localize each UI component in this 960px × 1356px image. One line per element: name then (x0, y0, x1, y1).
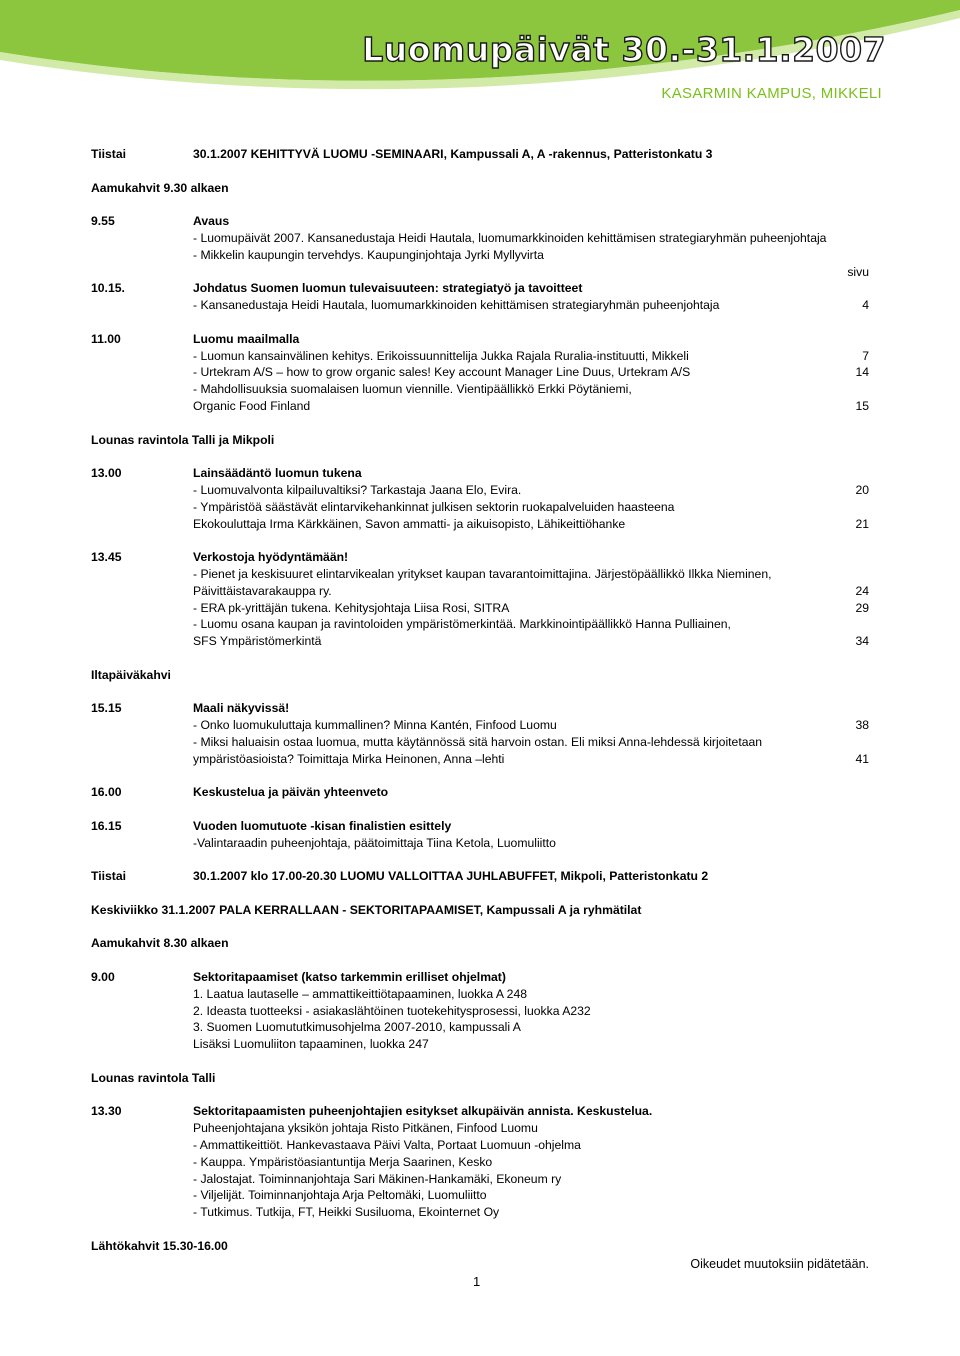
spacer (91, 532, 869, 549)
session-title: Maali näkyvissä! (193, 701, 290, 716)
session-title: Keskustelua ja päivän yhteenveto (193, 785, 389, 800)
session-detail: ympäristöasioista? Toimittaja Mirka Heinonen, Anna –lehti (193, 751, 505, 766)
program-row (91, 213, 869, 230)
time-label: 13.45 (91, 550, 122, 565)
session-detail: - Miksi haluaisin ostaa luomua, mutta käytännössä sitä harvoin ostan. Eli miksi Anna-lehdessä kirjoitetaan (193, 734, 763, 749)
program-row (91, 549, 869, 566)
session-detail: - Mahdollisuuksia suomalaisen luomun viennille. Vientipäällikkö Erkki Pöytäniemi, (193, 382, 632, 397)
section-heading: Lähtökahvit 15.30-16.00 (91, 1238, 228, 1253)
spacer (91, 415, 869, 432)
program-row (91, 230, 869, 247)
time-label: 10.15. (91, 281, 125, 296)
program-row (91, 1154, 869, 1171)
session-detail: - Luomu osana kaupan ja ravintoloiden ympäristömerkintää. Markkinointipäällikkö Hanna Pulliainen, (193, 617, 731, 632)
time-label: 9.00 (91, 970, 115, 985)
program-row (91, 734, 869, 751)
section-heading: Aamukahvit 8.30 alkaen (91, 936, 229, 951)
program-row (91, 835, 869, 852)
spacer (91, 1221, 869, 1238)
section-heading: Lounas ravintola Talli ja Mikpoli (91, 432, 275, 447)
spacer (91, 163, 869, 180)
event-location: KASARMIN KAMPUS, MIKKELI (661, 85, 882, 102)
time-label: 11.00 (91, 331, 121, 346)
program-row (91, 331, 869, 348)
program-row (91, 868, 869, 885)
program-row (91, 516, 869, 533)
session-title: 30.1.2007 KEHITTYVÄ LUOMU -SEMINAARI, Kampussali A, A -rakennus, Patteristonkatu 3 (193, 147, 713, 161)
page-reference: 7 (862, 348, 869, 363)
program-row (91, 969, 869, 986)
session-title: Sektoritapaamisten puheenjohtajien esitykset alkupäivän annista. Keskustelua. (193, 1104, 653, 1119)
program-row (91, 784, 869, 801)
program-row (91, 381, 869, 398)
session-title: Johdatus Suomen luomun tulevaisuuteen: strategiatyö ja tavoitteet (193, 281, 583, 296)
session-detail: Lisäksi Luomuliiton tapaaminen, luokka 247 (193, 1037, 429, 1052)
section-heading: Lounas ravintola Talli (91, 1070, 216, 1085)
session-detail: - Tutkimus. Tutkija, FT, Heikki Susiluoma, Ekointernet Oy (193, 1205, 500, 1220)
spacer (91, 851, 869, 868)
session-detail: - Luomupäivät 2007. Kansanedustaja Heidi Hautala, luomumarkkinoiden kehittämisen strategiaryhmän puheenjohtaja (193, 230, 827, 245)
session-detail: Ekokouluttaja Irma Kärkkäinen, Savon ammatti- ja aikuisopisto, Lähikeittiöhanke (193, 516, 626, 531)
program-row (91, 247, 869, 264)
session-detail: - ERA pk-yrittäjän tukena. Kehitysjohtaja Liisa Rosi, SITRA (193, 600, 510, 615)
program-row (91, 935, 869, 952)
session-title: Vuoden luomutuote -kisan finalistien esittely (193, 818, 452, 833)
page-reference: 4 (862, 298, 869, 313)
spacer (91, 885, 869, 902)
program-row (91, 616, 869, 633)
program-row (91, 717, 869, 734)
program-row (91, 297, 869, 314)
program-row (91, 1019, 869, 1036)
session-detail: - Viljelijät. Toiminnanjohtaja Arja Peltomäki, Luomuliitto (193, 1188, 487, 1203)
session-detail: - Luomuvalvonta kilpailuvaltiksi? Tarkastaja Jaana Elo, Evira. (193, 482, 522, 497)
time-label: 15.15 (91, 701, 122, 716)
time-label: 13.30 (91, 1104, 122, 1119)
page-reference: 24 (855, 583, 869, 598)
section-heading: Iltapäiväkahvi (91, 667, 171, 682)
page-reference: 29 (855, 600, 869, 615)
program-row (91, 1137, 869, 1154)
program-row (91, 633, 869, 650)
program-row (91, 280, 869, 297)
page-reference: 21 (855, 516, 869, 531)
spacer (91, 1053, 869, 1070)
session-detail: - Ympäristöä säästävät elintarvikehankinnat julkisen sektorin ruokapalveluiden haasteena (193, 499, 675, 514)
program-row (91, 1120, 869, 1137)
program-row (91, 700, 869, 717)
program-row (91, 600, 869, 617)
session-detail: - Kauppa. Ympäristöasiantuntija Merja Saarinen, Kesko (193, 1154, 493, 1169)
program-row (91, 986, 869, 1003)
session-detail: SFS Ympäristömerkintä (193, 634, 322, 649)
program-row (91, 1171, 869, 1188)
session-detail: - Kansanedustaja Heidi Hautala, luomumarkkinoiden kehittämisen strategiaryhmän puheenjohtaja (193, 298, 720, 313)
session-title: Avaus (193, 214, 230, 229)
program-row (91, 1003, 869, 1020)
program-row (91, 180, 869, 197)
page-reference: sivu (847, 264, 869, 279)
session-detail: - Luomun kansainvälinen kehitys. Erikoissuunnittelija Jukka Rajala Ruralia-instituutti, Mikkeli (193, 348, 689, 363)
session-detail: - Jalostajat. Toiminnanjohtaja Sari Mäkinen-Hankamäki, Ekoneum ry (193, 1171, 562, 1186)
program-row (91, 1204, 869, 1221)
time-label: 9.55 (91, 214, 115, 229)
spacer (91, 314, 869, 331)
disclaimer: Oikeudet muutoksiin pidätetään. (690, 1257, 869, 1271)
program-row (91, 348, 869, 365)
session-detail: 1. Laatua lautaselle – ammattikeittiötapaaminen, luokka A 248 (193, 986, 528, 1001)
time-label: Tiistai (91, 869, 126, 884)
session-detail: - Onko luomukuluttaja kummallinen? Minna Kantén, Finfood Luomu (193, 718, 557, 733)
spacer (91, 919, 869, 936)
program-row (91, 482, 869, 499)
session-detail: 3. Suomen Luomututkimusohjelma 2007-2010, kampussali A (193, 1020, 521, 1035)
program-row (91, 667, 869, 684)
program-row (91, 1070, 869, 1087)
time-label: 13.00 (91, 466, 122, 481)
page-reference: 38 (855, 718, 869, 733)
session-title: Luomu maailmalla (193, 331, 300, 346)
program-row (91, 398, 869, 415)
program-row (91, 1103, 869, 1120)
program-row (91, 1187, 869, 1204)
section-heading: Aamukahvit 9.30 alkaen (91, 180, 229, 195)
time-label: 16.15 (91, 818, 122, 833)
session-detail: - Mikkelin kaupungin tervehdys. Kaupunginjohtaja Jyrki Myllyvirta (193, 247, 544, 262)
spacer (91, 650, 869, 667)
session-detail: - Pienet ja keskisuuret elintarvikealan yritykset kaupan tavarantoimittajina. Järjestöpäällikkö Ilkka Nieminen, (193, 566, 772, 581)
program-row (91, 364, 869, 381)
session-detail: - Ammattikeittiöt. Hankevastaava Päivi Valta, Portaat Luomuun -ohjelma (193, 1138, 581, 1153)
spacer (91, 801, 869, 818)
session-title: Verkostoja hyödyntämään! (193, 550, 349, 565)
page-number: 1 (473, 1274, 481, 1289)
page-reference: 41 (855, 751, 869, 766)
program-row (91, 566, 869, 583)
program-row (91, 751, 869, 768)
session-detail: -Valintaraadin puheenjohtaja, päätoimittaja Tiina Ketola, Luomuliitto (193, 835, 556, 850)
program-row (91, 1238, 869, 1255)
program-row (91, 499, 869, 516)
spacer (91, 767, 869, 784)
program-row (91, 1036, 869, 1053)
session-title: Lainsäädäntö luomun tukena (193, 466, 362, 481)
section-heading: Keskiviikko 31.1.2007 PALA KERRALLAAN - SEKTORITAPAAMISET, Kampussali A ja ryhmätilat (91, 902, 642, 917)
program-row (91, 264, 869, 281)
program-schedule (91, 146, 869, 1255)
program-row (91, 902, 869, 919)
spacer (91, 196, 869, 213)
session-detail: Puheenjohtajana yksikön johtaja Risto Pitkänen, Finfood Luomu (193, 1121, 538, 1136)
event-title: Luomupäivät 30.-31.1.2007 (362, 30, 886, 69)
page-reference: 15 (855, 398, 869, 413)
session-title: 30.1.2007 klo 17.00-20.30 LUOMU VALLOITTAA JUHLABUFFET, Mikpoli, Patteristonkatu 2 (193, 869, 709, 884)
session-detail: Päivittäistavarakauppa ry. (193, 583, 332, 598)
spacer (91, 952, 869, 969)
session-title: Sektoritapaamiset (katso tarkemmin erilliset ohjelmat) (193, 970, 506, 985)
program-row (91, 583, 869, 600)
program-row (91, 146, 869, 163)
page-reference: 20 (855, 482, 869, 497)
program-row (91, 432, 869, 449)
program-row (91, 818, 869, 835)
spacer (91, 448, 869, 465)
program-row (91, 465, 869, 482)
time-label: 16.00 (91, 785, 122, 800)
session-detail: 2. Ideasta tuotteeksi - asiakaslähtöinen tuotekehitysprosessi, luokka A232 (193, 1003, 591, 1018)
session-detail: - Urtekram A/S – how to grow organic sales! Key account Manager Line Duus, Urtekram A/S (193, 365, 691, 380)
page-reference: 14 (855, 365, 869, 380)
page-reference: 34 (855, 634, 869, 649)
session-detail: Organic Food Finland (193, 398, 311, 413)
spacer (91, 684, 869, 701)
time-label: Tiistai (91, 147, 126, 161)
spacer (91, 1087, 869, 1104)
